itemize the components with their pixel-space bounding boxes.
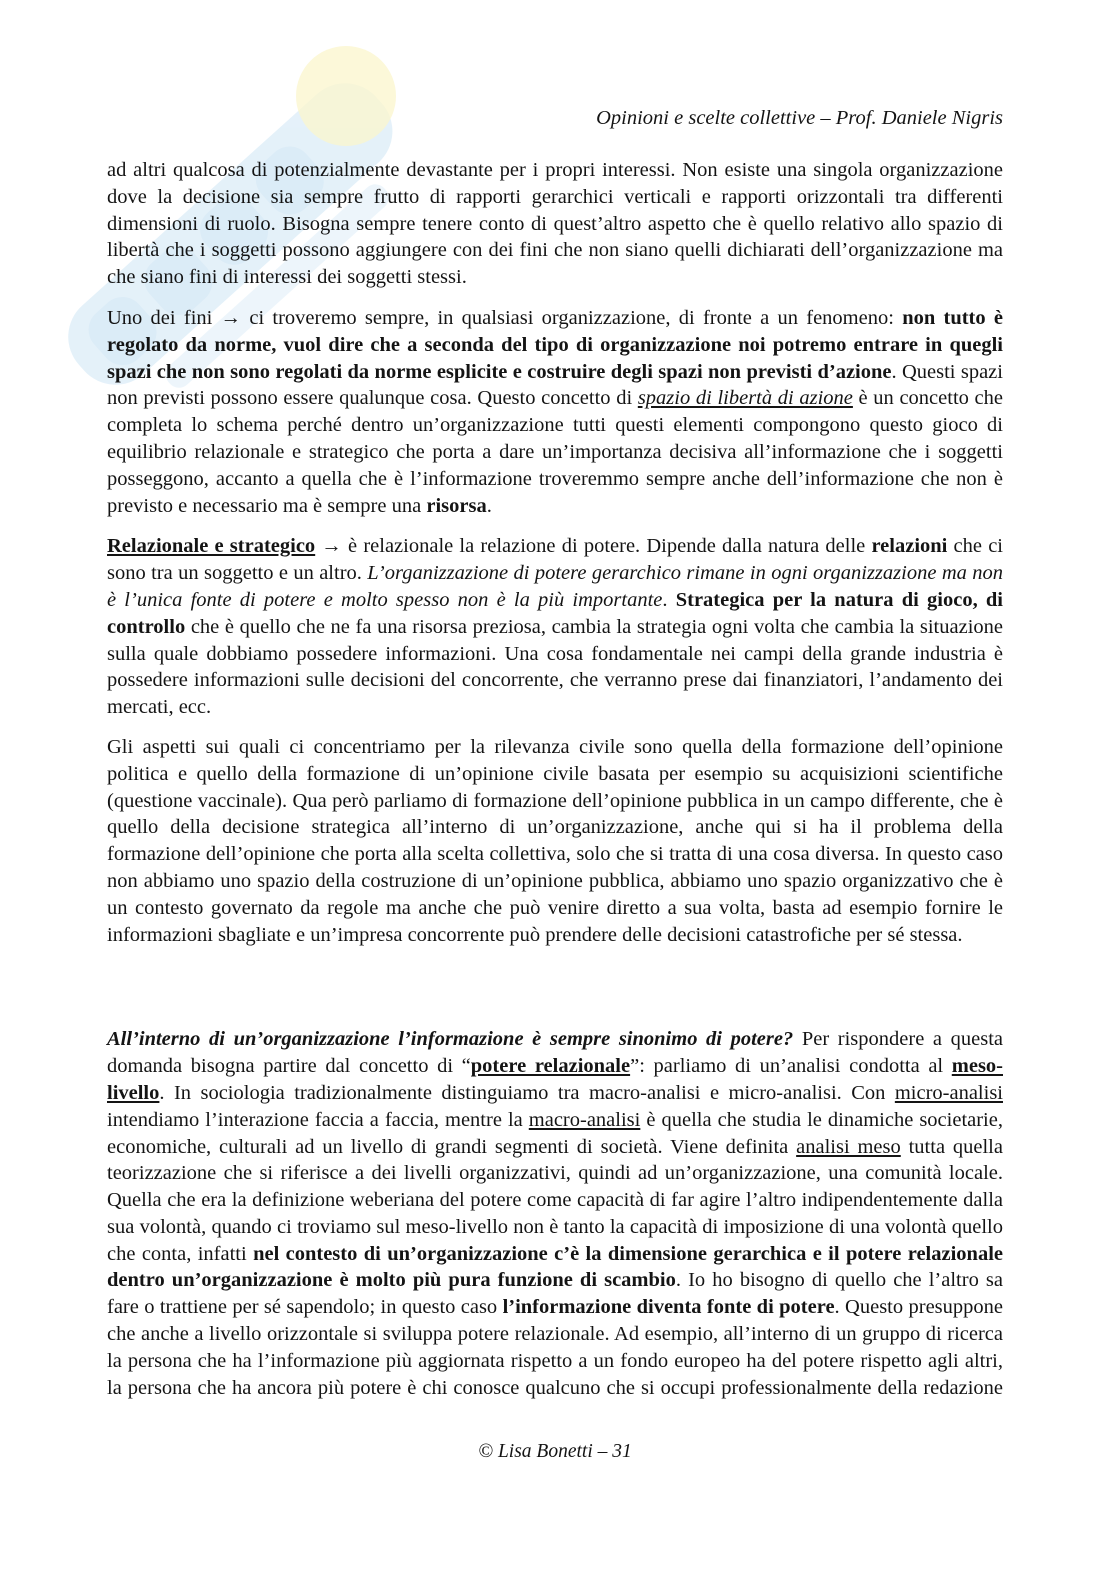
key-term-underlined: macro-analisi — [528, 1108, 641, 1131]
bold-statement: nel contesto di un’organizzazione c’è la dimensione gerarchica e il potere relazionale dentro un’organizzazione è molto più pura funzione di scambio — [107, 1242, 1003, 1292]
paragraph-text: che ci sono tra un soggetto e un altro. — [107, 535, 1003, 585]
key-term-bold-underlined: meso-livello — [107, 1055, 1003, 1104]
paragraph-text: è un concetto che completa lo schema perché dentro un’organizzazione tutti questi elementi compongono questo gioco di equilibrio relazionale e strategico che porta a dare un’importanza decisiva all’informazione che i soggetti posseggono, accanto a quella che è l’informazione troveremmo sempre anche dell’informazione che non è previsto e necessario ma è sempre una — [107, 387, 1004, 517]
bold-term: risorsa — [426, 494, 487, 517]
paragraph-text: ”: parliamo di un’analisi condotta al — [630, 1055, 952, 1078]
paragraph-text: . — [486, 494, 492, 517]
paragraph-text: ad altri qualcosa di potenzialmente devastante per i propri interessi. Non esiste una singola organizzazione dove la decisione sia sempre frutto di rapporti gerarchici verticali e rapporti orizzontali tra differenti dimensioni di ruolo. Bisogna sempre tenere conto di quest’altro aspetto che è quello relativo allo spazio di libertà che i soggetti possono aggiungere con dei fini che non siano quelli dichiarati dell’organizzazione ma che siano fini di interessi dei soggetti stessi. — [107, 159, 1003, 289]
paragraph-text: . — [662, 588, 676, 611]
key-term-underlined: micro-analisi — [894, 1081, 1003, 1104]
bold-term: relazioni — [871, 535, 948, 558]
paragraph-5 — [107, 1026, 1003, 1401]
section-question: All’interno di un’organizzazione l’informazione è sempre sinonimo di potere? — [107, 1028, 794, 1051]
paragraph-text: è quella che studia le dinamiche societarie, economiche, culturali ad un livello di grandi segmenti di società. Viene definita — [107, 1108, 1003, 1158]
paragraph-text: intendiamo l’interazione faccia a faccia, mentre la — [107, 1108, 529, 1131]
paragraph-text: Per rispondere a questa domanda bisogna partire dal concetto di “ — [107, 1028, 1003, 1078]
paragraph-2 — [107, 305, 1003, 519]
bold-statement: Strategica per la natura di gioco, di controllo — [107, 588, 1003, 638]
paragraph-4 — [107, 734, 1003, 948]
paragraph-text: tutta quella teorizzazione che si riferisce a dei livelli organizzativi, quindi ad un’organizzazione, una comunità locale. Quella che era la definizione weberiana del potere come capacità di far agire l’altro indipendentemente dalla sua volontà, quando ci troviamo sul meso-livello non è tanto la capacità di imposizione di una volontà quello che conta, infatti — [107, 1135, 1003, 1265]
paragraph-text: . In sociologia tradizionalmente distinguiamo tra macro-analisi e micro-analisi. Con — [159, 1081, 895, 1104]
paragraph-text: → è relazionale la relazione di potere. Dipende dalla natura delle — [315, 535, 872, 558]
body-text — [107, 157, 1003, 1415]
key-term-underlined: spazio di libertà di azione — [637, 387, 853, 410]
bold-statement: non tutto è regolato da norme, vuol dire che a seconda del tipo di organizzazione noi potremo entrare in quegli spazi che non sono regolati da norme esplicite e costruire degli spazi non previsti d’azione — [107, 306, 1003, 383]
paragraph-3 — [107, 533, 1003, 721]
paragraph-1 — [107, 157, 1003, 291]
key-term-bold-underlined: potere relazionale — [470, 1055, 631, 1078]
paragraph-text: . Io ho bisogno di quello che l’altro sa fare o trattiene per sé sapendolo; in questo caso — [107, 1269, 1003, 1319]
paragraph-text: Gli aspetti sui quali ci concentriamo per la rilevanza civile sono quella della formazione dell’opinione politica e quello della formazione di un’opinione civile basata per esempio su acquisizioni scientifiche (questione vaccinale). Qua però parliamo di formazione dell’opinione pubblica in un campo differente, che è quello della decisione strategica all’interno di un’organizzazione, anche qui si ha il problema della formazione dell’opinione che porta alla scelta collettiva, solo che si tratta di una cosa diversa. In questo caso non abbiamo uno spazio della costruzione di un’opinione pubblica, abbiamo uno spazio organizzativo che è un contesto governato da regole ma anche che può venire diretto a sua volta, basta ad esempio fornire le informazioni sbagliate e un’impresa concorrente può prendere delle decisioni catastrofiche per sé stessa. — [107, 735, 1003, 946]
bold-statement: l’informazione diventa fonte di potere — [502, 1296, 835, 1319]
key-term-underlined: analisi meso — [796, 1135, 901, 1158]
running-header: Opinioni e scelte collettive – Prof. Daniele Nigris — [596, 107, 1003, 129]
page-footer: © Lisa Bonetti – 31 — [478, 1441, 632, 1462]
italic-statement: L’organizzazione di potere gerarchico rimane in ogni organizzazione ma non è l’unica fonte di potere e molto spesso non è la più importante — [107, 562, 1004, 611]
paragraph-text: . Questi spazi non previsti possono essere qualunque cosa. Questo concetto di — [107, 360, 1003, 410]
paragraph-text: . Questo presuppone che anche a livello orizzontale si sviluppa potere relazionale. Ad esempio, all’interno di un gruppo di ricerca la persona che ha l’informazione più aggiornata rispetto a un fondo europeo ha del potere rispetto agli altri, la persona che ha ancora più potere è chi conosce qualcuno che si occupi professionalmente della redazione — [107, 1296, 1003, 1399]
paragraph-text: che è quello che ne fa una risorsa preziosa, cambia la strategia ogni volta che cambia la situazione sulla quale dobbiamo possedere informazioni. Una cosa fondamentale nei campi della grande industria è possedere informazioni sulle decisioni del concorrente, che verranno prese dai finanziatori, l’andamento dei mercati, ecc. — [107, 615, 1003, 719]
paragraph-text: Uno dei fini → ci troveremo sempre, in qualsiasi organizzazione, di fronte a un fenomeno: — [107, 306, 903, 329]
section-lead-term: Relazionale e strategico — [107, 535, 316, 558]
